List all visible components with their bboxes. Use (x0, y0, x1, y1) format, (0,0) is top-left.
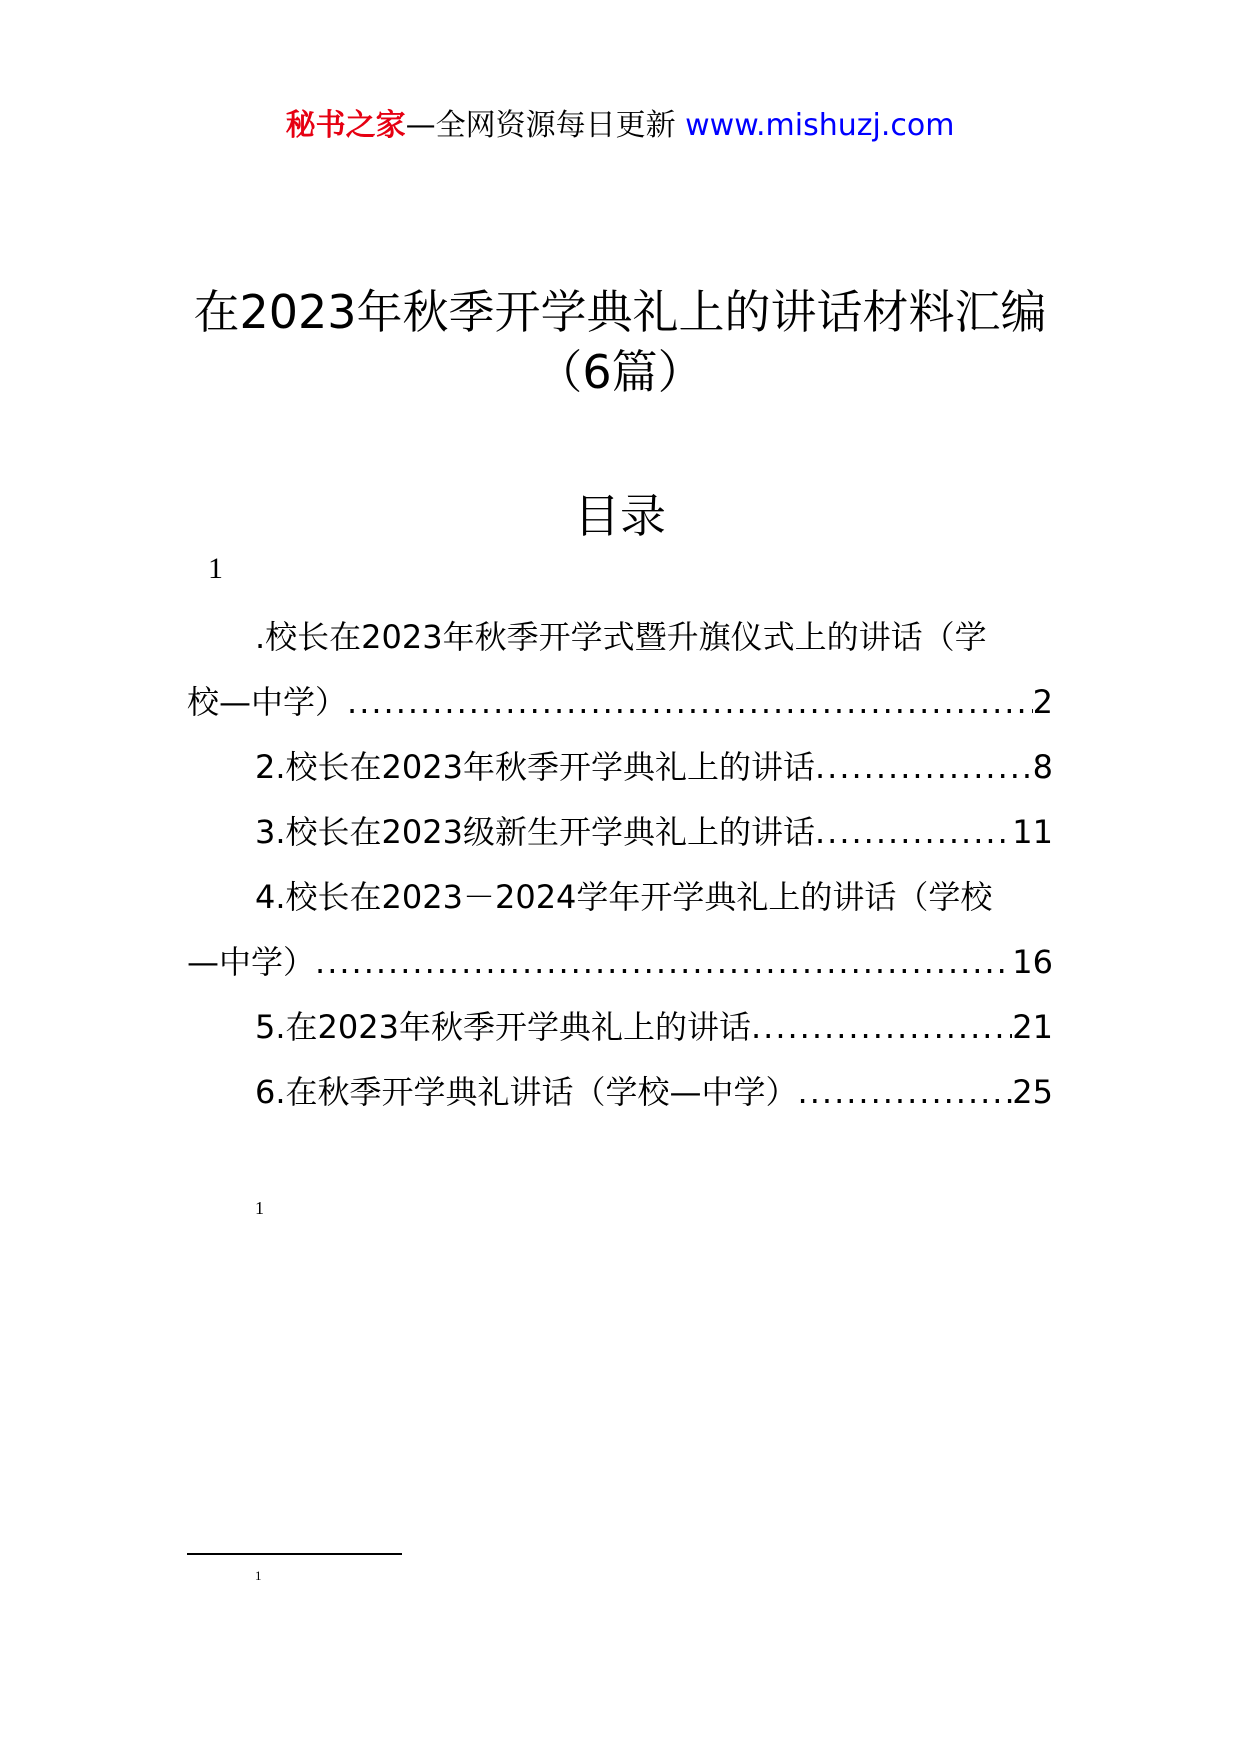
toc-item-2-text: 2.校长在2023年秋季开学典礼上的讲话 (255, 748, 815, 786)
toc-item-5-text: 5.在2023年秋季开学典礼上的讲话 (255, 1008, 751, 1046)
toc-item-2-page: 8 (1032, 748, 1053, 786)
toc-item-3-page: 11 (1012, 813, 1053, 851)
toc-heading: 目录 (574, 489, 666, 543)
toc-item-1-text-line2: 校—中学） (187, 683, 348, 721)
toc-item-3-text: 3.校长在2023级新生开学典礼上的讲话 (255, 813, 815, 851)
toc-item-5-page: 21 (1012, 1008, 1053, 1046)
table-of-contents (187, 605, 1053, 1125)
toc-item-4-text-line2: —中学） (187, 943, 316, 981)
dot-leader (798, 1060, 1013, 1125)
toc-item-5[interactable] (187, 995, 1053, 1060)
toc-item-4-page: 16 (1012, 943, 1053, 981)
dot-leader (347, 670, 1033, 735)
dot-leader (815, 735, 1033, 800)
toc-item-6[interactable] (187, 1060, 1053, 1125)
footnote-separator (187, 1553, 402, 1555)
toc-item-4[interactable] (187, 865, 1053, 930)
toc-item-3[interactable] (187, 800, 1053, 865)
dot-leader (315, 930, 1012, 995)
footnote-number: 1 (255, 1568, 262, 1583)
title-line-1: 在2023年秋季开学典礼上的讲话材料汇编 (193, 285, 1047, 339)
toc-item-6-text: 6.在秋季开学典礼讲话（学校—中学） (255, 1073, 798, 1111)
dot-leader (815, 800, 1012, 865)
header-tagline: —全网资源每日更新 (405, 108, 676, 143)
toc-item-1-continuation[interactable] (187, 670, 1053, 735)
document-title (150, 282, 1090, 402)
toc-item-1-text-line1: .校长在2023年秋季开学式暨升旗仪式上的讲话（学 (255, 618, 987, 656)
dot-leader (751, 995, 1012, 1060)
site-url-link[interactable]: www.mishuzj.com (685, 108, 955, 143)
toc-item-2[interactable] (187, 735, 1053, 800)
toc-item-4-text-line1: 4.校长在2023－2024学年开学典礼上的讲话（学校 (255, 878, 993, 916)
title-line-2: （6篇） (536, 345, 704, 399)
footnote-marker-top: 1 (208, 552, 223, 585)
footnote-marker-mid: 1 (255, 1198, 264, 1218)
toc-item-4-continuation[interactable] (187, 930, 1053, 995)
toc-item-6-page: 25 (1012, 1073, 1053, 1111)
toc-item-1[interactable] (187, 605, 1053, 670)
site-header (0, 100, 1240, 144)
brand-name: 秘书之家 (285, 108, 406, 143)
toc-item-1-page: 2 (1032, 683, 1053, 721)
